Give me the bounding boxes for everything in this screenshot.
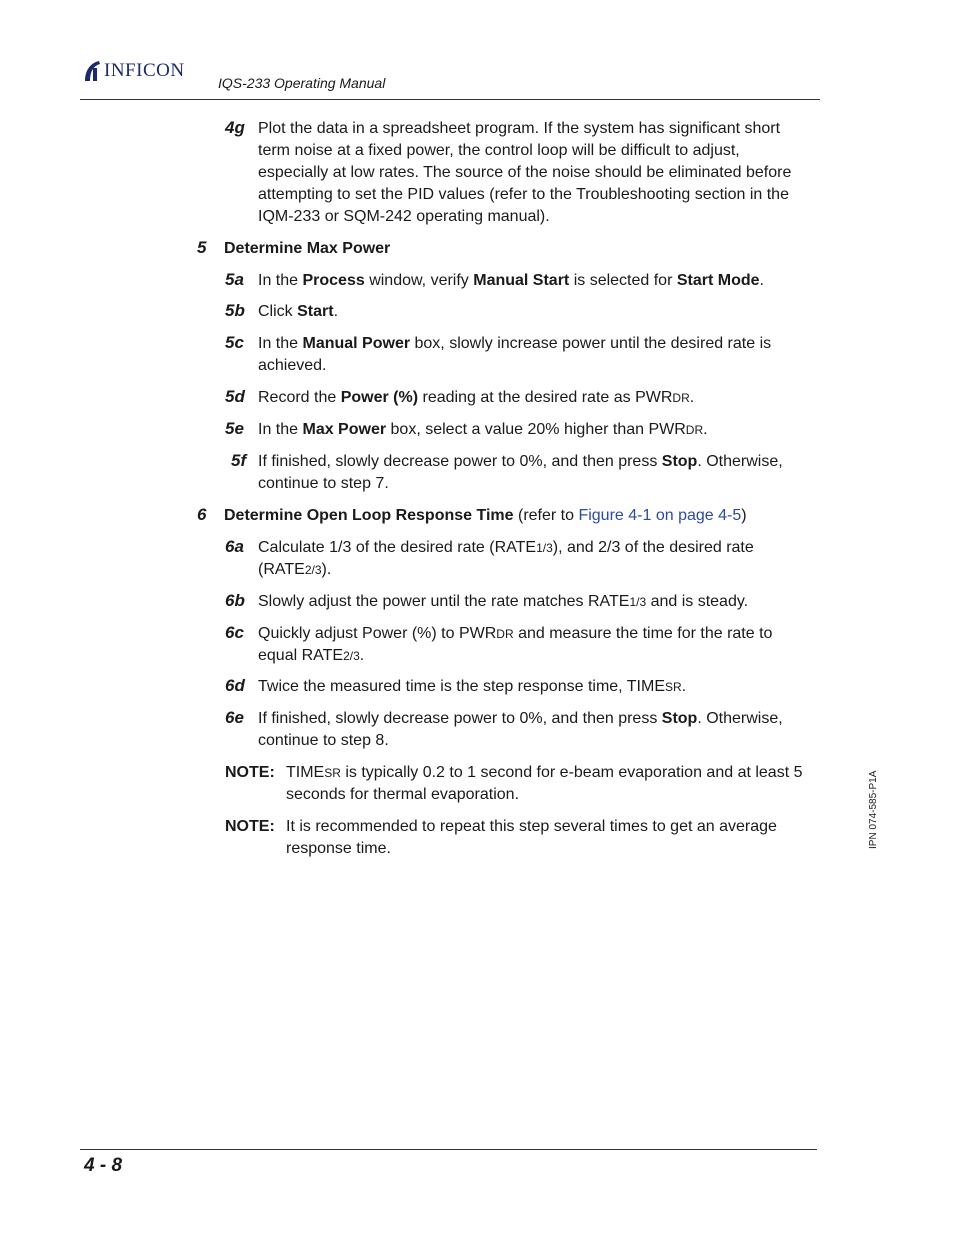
step-label-5d: 5d bbox=[225, 387, 245, 406]
step-label-6e: 6e bbox=[225, 708, 244, 727]
step-5a-text: In the Process window, verify Manual Start is selected for Start Mode. bbox=[258, 272, 764, 289]
step-6-title: Determine Open Loop Response Time (refer to Figure 4-1 on page 4-5) bbox=[224, 507, 747, 524]
step-label-6: 6 bbox=[197, 505, 207, 524]
inficon-logo bbox=[82, 58, 185, 84]
footer-rule bbox=[80, 1149, 817, 1150]
step-label-6d: 6d bbox=[225, 676, 245, 695]
note-label-1: NOTE: bbox=[225, 764, 275, 781]
inficon-mark-icon bbox=[82, 59, 102, 83]
note-2-text: It is recommended to repeat this step several times to get an average response time. bbox=[286, 818, 777, 857]
step-label-6c: 6c bbox=[225, 623, 244, 642]
step-6c-text: Quickly adjust Power (%) to PWRDR and measure the time for the rate to equal RATE2/3. bbox=[258, 625, 773, 664]
logo-text: INFICON bbox=[104, 60, 185, 81]
step-6e-text: If finished, slowly decrease power to 0%, and then press Stop. Otherwise, continue to step 8. bbox=[258, 710, 783, 749]
step-label-5c: 5c bbox=[225, 333, 244, 352]
step-5f-text: If finished, slowly decrease power to 0%, and then press Stop. Otherwise, continue to step 7. bbox=[258, 453, 783, 492]
step-5e-text: In the Max Power box, select a value 20% higher than PWRDR. bbox=[258, 421, 708, 438]
step-label-6b: 6b bbox=[225, 591, 245, 610]
figure-link[interactable]: Figure 4-1 on page 4-5 bbox=[578, 507, 742, 524]
step-label-5a: 5a bbox=[225, 270, 244, 289]
step-label-5e: 5e bbox=[225, 419, 244, 438]
step-label-5b: 5b bbox=[225, 301, 245, 320]
step-5d-text: Record the Power (%) reading at the desired rate as PWRDR. bbox=[258, 389, 695, 406]
note-label-2: NOTE: bbox=[225, 818, 275, 835]
step-6a-text: Calculate 1/3 of the desired rate (RATE1/3), and 2/3 of the desired rate (RATE2/3). bbox=[258, 539, 754, 578]
header-rule bbox=[80, 99, 820, 100]
step-label-5: 5 bbox=[197, 238, 207, 257]
step-5c-text: In the Manual Power box, slowly increase power until the desired rate is achieved. bbox=[258, 335, 772, 374]
step-6b-text: Slowly adjust the power until the rate matches RATE1/3 and is steady. bbox=[258, 593, 749, 610]
step-label-5f: 5f bbox=[231, 451, 247, 470]
step-5b-text: Click Start. bbox=[258, 303, 339, 320]
step-6d-text: Twice the measured time is the step response time, TIMESR. bbox=[258, 678, 687, 695]
side-ipn: IPN 074-585-P1A bbox=[868, 770, 879, 849]
step-5-title: Determine Max Power bbox=[224, 240, 391, 257]
step-label-6a: 6a bbox=[225, 537, 244, 556]
step-label-4g: 4g bbox=[225, 118, 245, 137]
page-number: 4 - 8 bbox=[84, 1155, 123, 1176]
note-1-text: TIMESR is typically 0.2 to 1 second for e-beam evaporation and at least 5 seconds for thermal evaporation. bbox=[286, 764, 803, 803]
step-4g-text: Plot the data in a spreadsheet program. If the system has significant short term noise at a fixed power, the control loop will be difficult to adjust, especially at low rates. The source of the noise should be eliminated before attempting to set the PID values (refer to the Troubleshooting section in the IQM-233 or SQM-242 operating manual). bbox=[258, 120, 792, 225]
header-title: IQS-233 Operating Manual bbox=[218, 75, 386, 91]
